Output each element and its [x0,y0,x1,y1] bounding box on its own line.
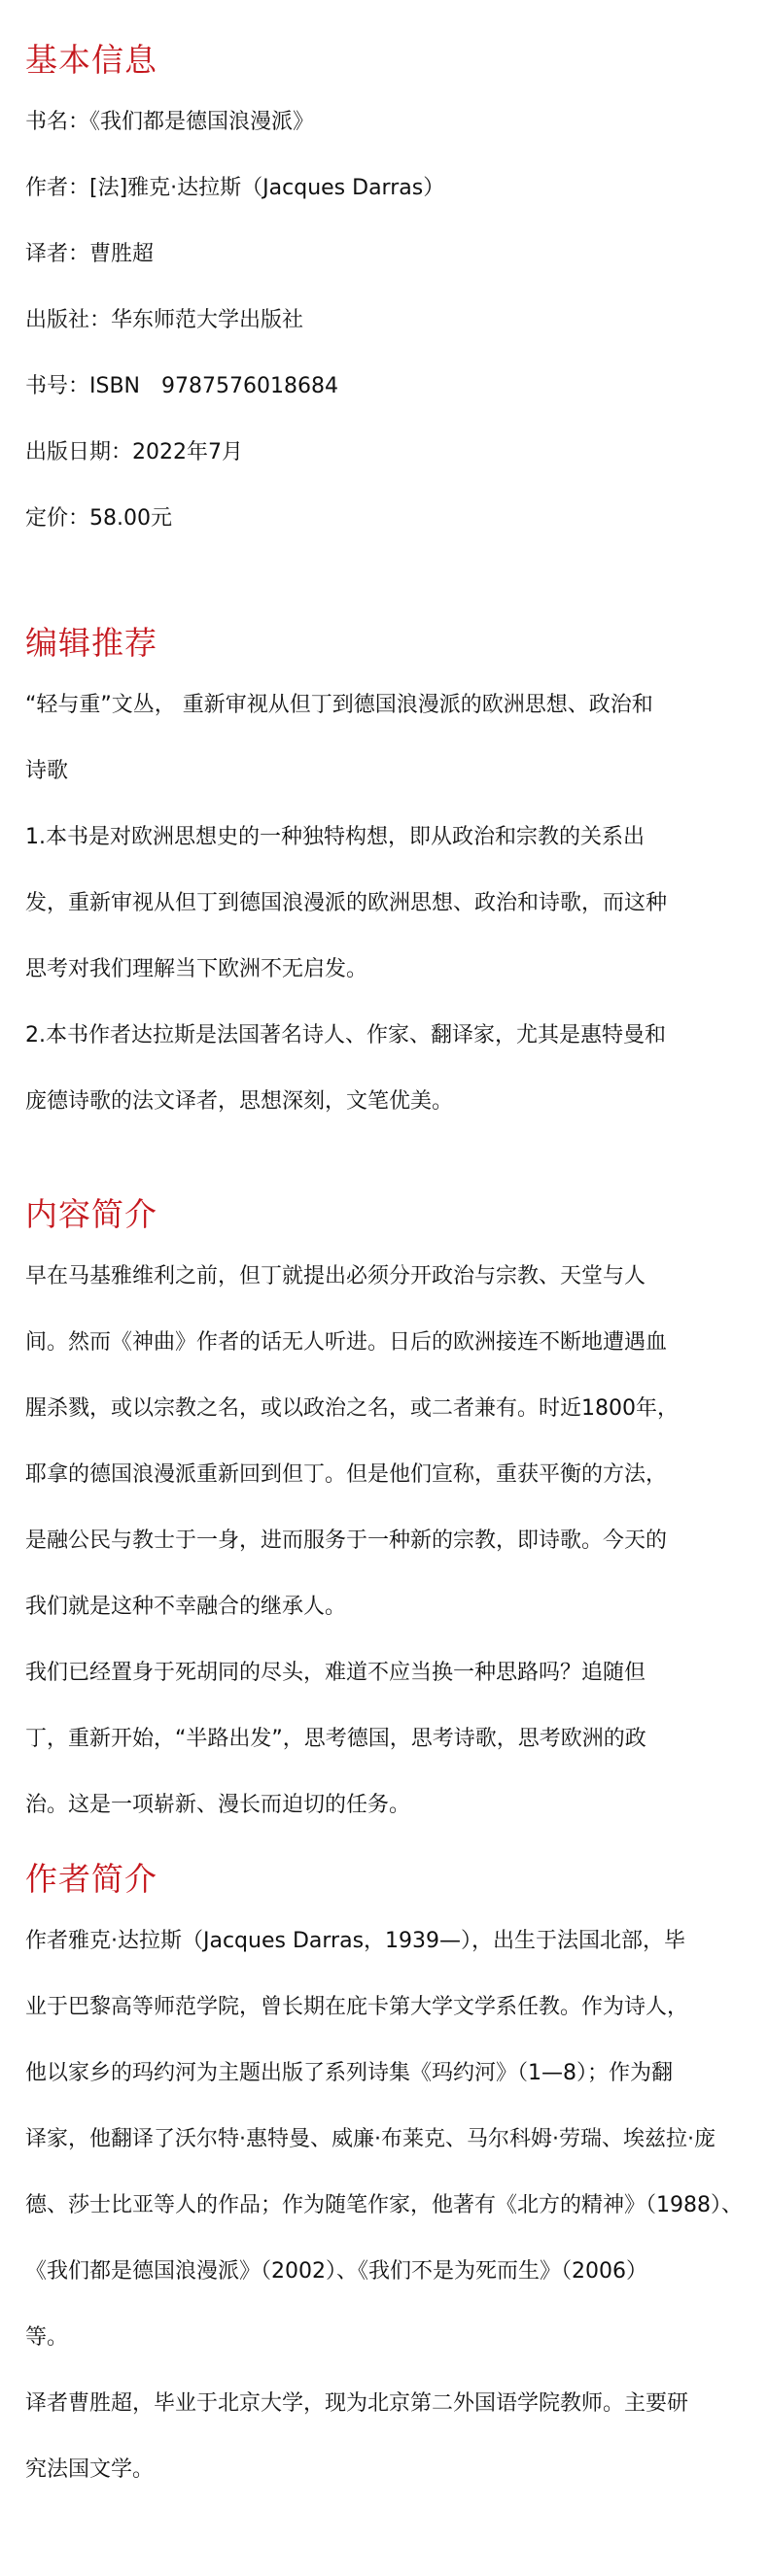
text-line: 等。 [25,2325,69,2350]
text-line: 2.本书作者达拉斯是法国著名诗人、作家、翻译家，尤其是惠特曼和 [25,1023,666,1048]
text-line: 我们就是这种不幸融合的继承人。 [25,1595,347,1619]
author-intro-section [25,1850,743,2503]
text-line: 他以家乡的玛约河为主题出版了系列诗集《玛约河》（1—8）；作为翻 [25,2061,673,2085]
editor-recommend-section [25,614,743,1135]
text-line: 是融公民与教士于一身，进而服务于一种新的宗教，即诗歌。今天的 [25,1528,668,1553]
recommend-paragraph-1 [25,672,743,805]
text-line: 耶拿的德国浪漫派重新回到但丁。但是他们宣称，重获平衡的方法， [25,1462,668,1487]
spacer [25,552,743,614]
text-line: 1.本书是对欧洲思想史的一种独特构想，即从政治和宗教的关系出 [25,825,645,849]
content-intro-title: 内容简介 [25,1195,157,1233]
text-line: 究法国文学。 [25,2457,155,2482]
author-line: 作者：[法]雅克·达拉斯（Jacques Darras） [25,176,445,200]
text-line: 间。然而《神曲》作者的话无人听进。日后的欧洲接连不断地遭遇血 [25,1330,668,1355]
text-line: 思考对我们理解当下欧洲不无启发。 [25,957,368,981]
text-line: 我们已经置身于死胡同的尽头，难道不应当换一种思路吗？追随但 [25,1661,646,1685]
publish-date-line: 出版日期：2022年7月 [25,440,243,464]
author-paragraph-2 [25,2371,743,2503]
editor-recommend-title: 编辑推荐 [25,624,157,662]
content-intro-section [25,1185,743,1838]
text-line: 业于巴黎高等师范学院，曾长期在庇卡第大学文学系任教。作为诗人， [25,1995,689,2019]
text-line: 译者曹胜超，毕业于北京大学，现为北京第二外国语学院教师。主要研 [25,2391,689,2416]
text-line: 丁，重新开始，“半路出发”，思考德国，思考诗歌，思考欧洲的政 [25,1727,646,1751]
content-paragraph-2 [25,1640,743,1838]
book-title-line: 书名：《我们都是德国浪漫派》 [25,110,315,134]
publisher-line: 出版社：华东师范大学出版社 [25,308,304,332]
translator-line: 译者：曹胜超 [25,242,155,266]
basic-info-title: 基本信息 [25,41,157,79]
text-line: 作者雅克·达拉斯（Jacques Darras，1939—），出生于法国北部，毕 [25,1929,686,1953]
author-paragraph-1 [25,1908,743,2371]
content-paragraph-1 [25,1244,743,1640]
spacer [25,1838,743,1850]
text-line: 诗歌 [25,759,69,783]
text-line: 治。这是一项崭新、漫长而迫切的任务。 [25,1793,411,1817]
isbn-line: 书号：ISBN 9787576018684 [25,374,338,398]
price-line: 定价：58.00元 [25,506,172,531]
spacer [25,1135,743,1185]
text-line: 庞德诗歌的法文译者，思想深刻，文笔优美。 [25,1089,454,1114]
text-line: 腥杀戮，或以宗教之名，或以政治之名，或二者兼有。时近1800年， [25,1396,679,1421]
text-line: 译家，他翻译了沃尔特·惠特曼、威廉·布莱克、马尔科姆·劳瑞、埃兹拉·庞 [25,2127,716,2151]
recommend-paragraph-3 [25,1003,743,1135]
text-line: 发，重新审视从但丁到德国浪漫派的欧洲思想、政治和诗歌，而这种 [25,891,668,915]
text-line: 德、莎士比亚等人的作品；作为随笔作家，他著有《北方的精神》（1988）、 [25,2193,743,2217]
author-intro-title: 作者简介 [25,1860,157,1898]
text-line: 早在马基雅维利之前，但丁就提出必须分开政治与宗教、天堂与人 [25,1264,646,1288]
text-line: “轻与重”文丛， 重新审视从但丁到德国浪漫派的欧洲思想、政治和 [25,693,653,717]
recommend-paragraph-2 [25,805,743,1003]
basic-info-section [25,31,743,552]
text-line: 《我们都是德国浪漫派》（2002）、《我们不是为死而生》（2006） [25,2259,647,2284]
